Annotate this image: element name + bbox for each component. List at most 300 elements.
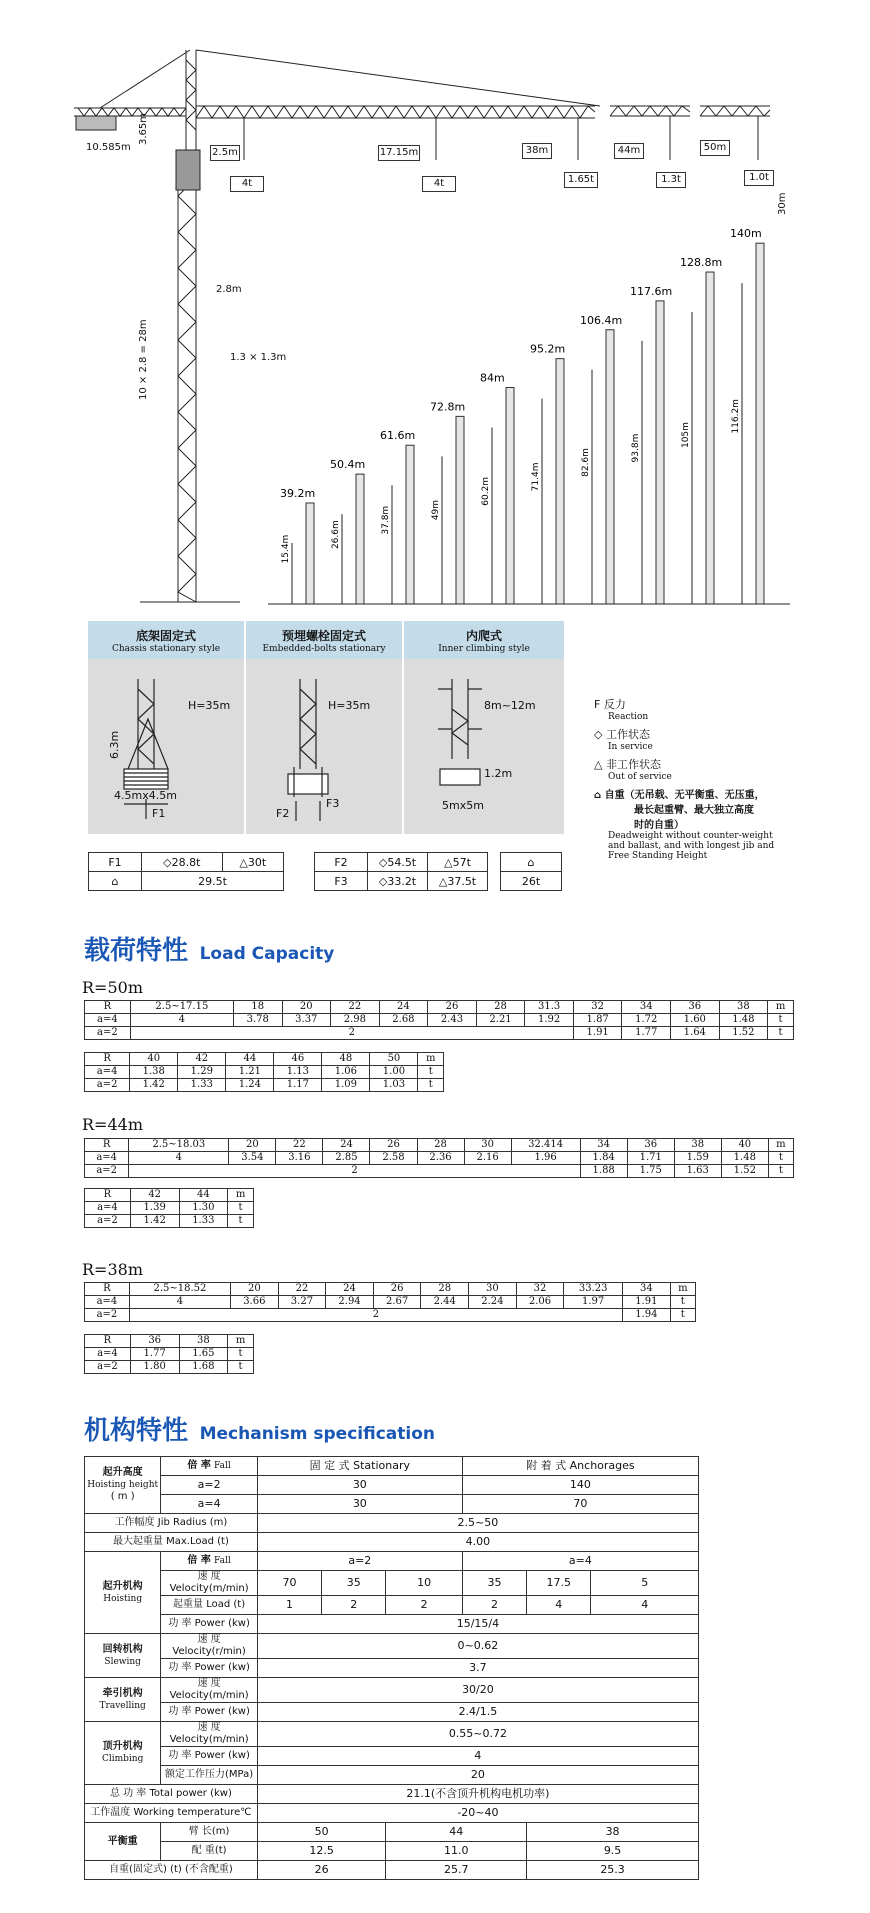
capacity-cell: 26 <box>373 1283 421 1296</box>
capacity-cell: t <box>228 1202 254 1215</box>
travel-zh: 牵引机构 <box>102 1687 143 1699</box>
height-top-label: 72.8m <box>430 400 466 414</box>
legend-dw-en2: and ballast, and with longest jib and <box>608 841 775 851</box>
capacity-cell: 1.77 <box>622 1027 671 1040</box>
capacity-cell: 2.58 <box>370 1152 417 1165</box>
climb-velocity-value: 0.55~0.72 <box>257 1722 698 1747</box>
capacity-cell: t <box>670 1309 695 1322</box>
r50-table-1 <box>84 1000 794 1040</box>
capacity-cell: 1.91 <box>573 1027 622 1040</box>
stationary-header: 固 定 式 Stationary <box>257 1457 462 1476</box>
chassis-h: H=35m <box>188 699 231 712</box>
hh-a2-st: 30 <box>257 1476 462 1495</box>
capacity-cell: 1.96 <box>511 1152 580 1165</box>
height-top-label: 39.2m <box>280 486 316 500</box>
height-side-label: 105m <box>681 422 691 449</box>
r44-table-1 <box>84 1138 794 1178</box>
bolts-f3: F3 <box>326 797 340 810</box>
climb-h2: 1.2m <box>484 767 513 780</box>
cw-1: 12.5 <box>257 1842 386 1861</box>
panel-climb-head <box>404 621 564 659</box>
cw-weight-label: 配 重(t) <box>161 1842 257 1861</box>
panel-climb-subtitle: Inner climbing style <box>438 644 530 654</box>
hoist-height-unit: ( m ) <box>110 1491 135 1502</box>
slew-velocity-label: 速 度 Velocity(r/min) <box>161 1634 257 1659</box>
height-column <box>456 416 464 604</box>
legend-in-en: In service <box>608 742 653 752</box>
max-load-value: 4.00 <box>257 1533 698 1552</box>
height-side-label: 60.2m <box>481 476 491 506</box>
load-capacity-title-zh: 载荷特性 <box>84 936 189 966</box>
slewing-zh: 回转机构 <box>102 1643 143 1655</box>
jib-radius-value: 2.5~50 <box>257 1514 698 1533</box>
self-weight-icon: ⌂ <box>501 853 562 872</box>
ft2-f2: F2 <box>315 853 368 872</box>
hook-load-3: 1.65t <box>564 172 598 188</box>
legend-deadweight <box>594 786 814 861</box>
capacity-cell: R <box>85 1001 131 1014</box>
tail-length: 10.585m <box>86 142 131 153</box>
hoisting-en: Hoisting <box>103 1593 143 1604</box>
legend-in-service <box>594 726 814 752</box>
hoist-load-5: 4 <box>527 1596 591 1615</box>
capacity-cell: t <box>418 1066 444 1079</box>
height-side-label: 93.8m <box>631 433 641 463</box>
capacity-cell: a=4 <box>85 1296 130 1309</box>
hoist-vel-4: 35 <box>462 1571 526 1596</box>
slewing-en: Slewing <box>104 1656 141 1667</box>
hoist-power-value: 15/15/4 <box>257 1615 698 1634</box>
climbing-zh: 顶升机构 <box>102 1741 143 1752</box>
hoist-vel-1: 70 <box>257 1571 321 1596</box>
capacity-cell: 3.16 <box>276 1152 323 1165</box>
capacity-cell: 2.06 <box>516 1296 564 1309</box>
hoist-velocity-label: 速 度 Velocity(m/min) <box>161 1571 257 1596</box>
capacity-cell: 1.92 <box>525 1014 574 1027</box>
capacity-cell: 2.68 <box>379 1014 428 1027</box>
capacity-cell: 2.36 <box>417 1152 464 1165</box>
height-side-label: 15.4m <box>281 534 291 564</box>
capacity-cell: 2.43 <box>428 1014 477 1027</box>
hook-load-2: 4t <box>422 176 456 192</box>
capacity-cell: 42 <box>178 1053 226 1066</box>
height-top-label: 117.6m <box>630 284 673 298</box>
capacity-cell: 1.87 <box>573 1014 622 1027</box>
capacity-cell: a=4 <box>85 1152 129 1165</box>
height-column <box>706 272 714 604</box>
total-power-label: 总 功 率 Total power (kw) <box>85 1785 258 1804</box>
capacity-cell: 40 <box>130 1053 178 1066</box>
hoist-load-2: 2 <box>322 1596 386 1615</box>
hoist-load-1: 1 <box>257 1596 321 1615</box>
ft2-f3: F3 <box>315 872 368 891</box>
r38-table-1 <box>84 1282 696 1322</box>
capacity-cell: 4 <box>130 1014 233 1027</box>
capacity-cell: 1.09 <box>322 1079 370 1092</box>
hook-radius-4: 44m <box>614 143 644 159</box>
panel-chassis-head <box>88 621 244 659</box>
legend-dw-en3: Free Standing Height <box>608 851 708 861</box>
capacity-cell: 1.21 <box>226 1066 274 1079</box>
capacity-cell: 1.17 <box>274 1079 322 1092</box>
capacity-row <box>85 1165 794 1178</box>
height-column <box>306 503 314 604</box>
capacity-cell: t <box>228 1361 254 1374</box>
capacity-cell: 42 <box>130 1189 179 1202</box>
self-weight-label: 自重(固定式) (t) (不含配重) <box>85 1861 258 1880</box>
capacity-cell: 1.63 <box>674 1165 721 1178</box>
max-load-label: 最大起重量 Max.Load (t) <box>85 1533 258 1552</box>
capacity-cell: 34 <box>622 1001 671 1014</box>
capacity-cell: m <box>228 1189 254 1202</box>
capacity-cell: 1.39 <box>130 1202 179 1215</box>
capacity-cell: 3.66 <box>231 1296 279 1309</box>
ft1-f1: F1 <box>89 853 142 872</box>
capacity-cell: 2.24 <box>469 1296 517 1309</box>
legend-dw-zh2: 最长起重臂、最大独立高度 <box>634 805 754 816</box>
capacity-cell: R <box>85 1335 131 1348</box>
capacity-cell: 2.16 <box>464 1152 511 1165</box>
bolts-f2: F2 <box>276 807 290 820</box>
capacity-cell: 48 <box>322 1053 370 1066</box>
capacity-row <box>85 1361 254 1374</box>
climb-power-value: 4 <box>257 1747 698 1766</box>
capacity-row <box>85 1283 696 1296</box>
arm-2: 44 <box>386 1823 527 1842</box>
hh-a4-label: a=4 <box>161 1495 257 1514</box>
mast-section: 1.3 × 1.3m <box>230 352 287 363</box>
capacity-cell: 2.85 <box>323 1152 370 1165</box>
height-column <box>506 387 514 604</box>
capacity-row <box>85 1189 254 1202</box>
capacity-cell: 3.78 <box>233 1014 282 1027</box>
jib-radius-label: 工作幅度 Jib Radius (m) <box>85 1514 258 1533</box>
capacity-cell: 44 <box>226 1053 274 1066</box>
capacity-cell: t <box>768 1027 794 1040</box>
capacity-cell: 1.75 <box>627 1165 674 1178</box>
height-top-label: 106.4m <box>580 313 623 327</box>
jib-height: 30m <box>777 192 788 215</box>
capacity-cell: 28 <box>421 1283 469 1296</box>
capacity-cell: a=4 <box>85 1066 130 1079</box>
capacity-cell: 2.5~17.15 <box>130 1001 233 1014</box>
ft2-f3-in: ◇33.2t <box>368 872 428 891</box>
capacity-cell: a=2 <box>85 1215 131 1228</box>
capacity-cell: 40 <box>721 1139 768 1152</box>
capacity-cell: 2 <box>130 1027 573 1040</box>
capacity-cell: m <box>768 1139 793 1152</box>
hook-radius-1: 2.5m <box>210 145 240 161</box>
capacity-cell: 22 <box>276 1139 323 1152</box>
hoist-fall-label <box>161 1552 257 1571</box>
foundation-drawings <box>88 659 564 834</box>
ft2-f3-out: △37.5t <box>428 872 488 891</box>
capacity-cell: 18 <box>233 1001 282 1014</box>
travel-power-label: 功 率 Power (kw) <box>161 1703 257 1722</box>
height-column <box>406 445 414 604</box>
capacity-cell: 33.23 <box>564 1283 623 1296</box>
capacity-cell: 1.68 <box>179 1361 228 1374</box>
r50-label: R=50m <box>82 978 143 997</box>
capacity-cell: t <box>768 1165 793 1178</box>
capacity-cell: 28 <box>476 1001 525 1014</box>
capacity-cell: 3.37 <box>282 1014 331 1027</box>
hoist-vel-3: 10 <box>386 1571 462 1596</box>
capacity-cell: 1.91 <box>623 1296 671 1309</box>
chassis-w: 6.3m <box>108 730 121 759</box>
height-top-label: 140m <box>730 227 762 241</box>
hoist-load-6: 4 <box>591 1596 699 1615</box>
capacity-cell: m <box>670 1283 695 1296</box>
travel-en: Travelling <box>99 1700 146 1711</box>
load-capacity-title-en: Load Capacity <box>199 944 335 964</box>
capacity-cell: 1.94 <box>623 1309 671 1322</box>
legend-reaction-zh: F 反力 <box>594 698 626 711</box>
height-top-label: 95.2m <box>530 342 566 356</box>
force-table-1 <box>88 852 284 891</box>
capacity-cell: 36 <box>627 1139 674 1152</box>
climb-velocity-label: 速 度 Velocity(m/min) <box>161 1722 257 1747</box>
slew-power-value: 3.7 <box>257 1659 698 1678</box>
travel-velocity-value: 30/20 <box>257 1678 698 1703</box>
capacity-cell: a=2 <box>85 1309 130 1322</box>
capacity-cell: 26 <box>370 1139 417 1152</box>
capacity-cell: 1.84 <box>580 1152 627 1165</box>
mechanism-table <box>84 1456 699 1880</box>
sw-2: 25.7 <box>386 1861 527 1880</box>
legend-dw-zh1: 自重（无吊载、无平衡重、无压重， <box>604 790 765 801</box>
capacity-cell: 1.38 <box>130 1066 178 1079</box>
capacity-cell: R <box>85 1189 131 1202</box>
r38-label: R=38m <box>82 1260 143 1279</box>
height-top-label: 61.6m <box>380 429 416 443</box>
slewing-label <box>85 1634 161 1678</box>
climbing-label <box>85 1722 161 1785</box>
capacity-cell: t <box>418 1079 444 1092</box>
cw-3: 9.5 <box>527 1842 699 1861</box>
hoist-height-en: Hoisting height <box>87 1480 159 1490</box>
height-side-label: 49m <box>431 499 441 521</box>
bolts-h: H=35m <box>328 699 371 712</box>
capacity-cell: 32 <box>573 1001 622 1014</box>
legend-in-zh: ◇ 工作状态 <box>594 728 650 741</box>
height-column <box>356 474 364 604</box>
load-capacity-title <box>84 930 334 967</box>
anchorages-header: 附 着 式 Anchorages <box>462 1457 698 1476</box>
hoisting-zh: 起升机构 <box>102 1580 143 1592</box>
hook-load-4: 1.3t <box>656 172 686 188</box>
pressure-label: 额定工作压力(MPa) <box>161 1766 257 1785</box>
capacity-cell: 1.97 <box>564 1296 623 1309</box>
legend-dw-icon: ⌂ <box>594 790 602 801</box>
capacity-cell: 1.60 <box>671 1014 720 1027</box>
capacity-cell: 2.5~18.03 <box>129 1139 229 1152</box>
capacity-cell: 46 <box>274 1053 322 1066</box>
capacity-cell: a=4 <box>85 1202 131 1215</box>
legend-dw-en1: Deadweight without counter-weight <box>608 831 773 841</box>
capacity-cell: 32 <box>516 1283 564 1296</box>
capacity-cell: 28 <box>417 1139 464 1152</box>
capacity-cell: 31.3 <box>525 1001 574 1014</box>
capacity-cell: 1.00 <box>370 1066 418 1079</box>
slew-power-label: 功 率 Power (kw) <box>161 1659 257 1678</box>
capacity-cell: 38 <box>719 1001 768 1014</box>
capacity-cell: 20 <box>229 1139 276 1152</box>
cw-2: 11.0 <box>386 1842 527 1861</box>
capacity-cell: 1.64 <box>671 1027 720 1040</box>
capacity-cell: t <box>768 1152 793 1165</box>
capacity-cell: a=2 <box>85 1361 131 1374</box>
crane-diagram <box>0 0 870 620</box>
panel-bolts-title: 预埋螺栓固定式 <box>281 629 366 643</box>
hook-radius-3: 38m <box>522 143 552 159</box>
r38-table-2 <box>84 1334 254 1374</box>
capacity-cell: R <box>85 1139 129 1152</box>
capacity-cell: 1.80 <box>130 1361 179 1374</box>
capacity-cell: 1.33 <box>179 1215 228 1228</box>
capacity-cell: 30 <box>469 1283 517 1296</box>
hook-load-5: 1.0t <box>744 170 774 186</box>
legend-out-en: Out of service <box>608 772 672 782</box>
travel-power-value: 2.4/1.5 <box>257 1703 698 1722</box>
hook-radius-2: 17.15m <box>378 145 420 161</box>
ft2-f2-out: △57t <box>428 853 488 872</box>
r50-table-2 <box>84 1052 444 1092</box>
capacity-row <box>85 1152 794 1165</box>
force-table-2 <box>314 852 488 891</box>
legend-reaction <box>594 696 814 722</box>
capacity-cell: 24 <box>379 1001 428 1014</box>
capacity-cell: 1.52 <box>721 1165 768 1178</box>
legend-reaction-en: Reaction <box>608 712 649 722</box>
hoist-vel-5: 17.5 <box>527 1571 591 1596</box>
total-power-value: 21.1(不含顶升机构电机功率) <box>257 1785 698 1804</box>
fall-header <box>161 1457 257 1476</box>
legend <box>594 696 814 861</box>
panel-bolts-head <box>246 621 402 659</box>
hoist-load-label: 起重量 Load (t) <box>161 1596 257 1615</box>
capacity-cell: 1.88 <box>580 1165 627 1178</box>
ft1-weight: 29.5t <box>142 872 284 891</box>
capacity-cell: 1.13 <box>274 1066 322 1079</box>
capacity-cell: 50 <box>370 1053 418 1066</box>
arm-length-label: 臂 长(m) <box>161 1823 257 1842</box>
climbing-en: Climbing <box>101 1754 144 1764</box>
capacity-cell: 1.72 <box>622 1014 671 1027</box>
height-top-label: 128.8m <box>680 256 723 270</box>
hoist-a2: a=2 <box>257 1552 462 1571</box>
temperature-label: 工作温度 Working temperature℃ <box>85 1804 258 1823</box>
capacity-cell: 20 <box>231 1283 279 1296</box>
capacity-cell: 1.29 <box>178 1066 226 1079</box>
chassis-force: F1 <box>152 807 166 820</box>
hoist-a4: a=4 <box>462 1552 698 1571</box>
chassis-base: 4.5mx4.5m <box>114 789 177 802</box>
hoist-height-label <box>85 1457 161 1514</box>
capacity-cell: 1.59 <box>674 1152 721 1165</box>
capacity-row <box>85 1296 696 1309</box>
capacity-cell: a=4 <box>85 1014 131 1027</box>
sw-1: 26 <box>257 1861 386 1880</box>
capacity-cell: 1.42 <box>130 1215 179 1228</box>
capacity-cell: 1.33 <box>178 1079 226 1092</box>
height-column <box>606 330 614 604</box>
hook-load-1: 4t <box>230 176 264 192</box>
capacity-cell: 2 <box>129 1309 622 1322</box>
capacity-cell: t <box>228 1215 254 1228</box>
sw-3: 25.3 <box>527 1861 699 1880</box>
capacity-cell: 3.54 <box>229 1152 276 1165</box>
capacity-cell: 30 <box>464 1139 511 1152</box>
legend-out-zh: △ 非工作状态 <box>594 758 661 771</box>
capacity-cell: 36 <box>130 1335 179 1348</box>
capacity-cell: m <box>228 1335 254 1348</box>
capacity-cell: 4 <box>129 1152 229 1165</box>
hh-a4-st: 30 <box>257 1495 462 1514</box>
capacity-cell: 1.42 <box>130 1079 178 1092</box>
capacity-cell: t <box>670 1296 695 1309</box>
capacity-cell: a=2 <box>85 1079 130 1092</box>
travel-label <box>85 1678 161 1722</box>
temperature-value: -20~40 <box>257 1804 698 1823</box>
capacity-row <box>85 1309 696 1322</box>
capacity-row <box>85 1202 254 1215</box>
capacity-cell: 1.71 <box>627 1152 674 1165</box>
panel-chassis-title: 底架固定式 <box>135 629 196 643</box>
capacity-cell: a=4 <box>85 1348 131 1361</box>
capacity-cell: 38 <box>674 1139 721 1152</box>
capacity-cell: 38 <box>179 1335 228 1348</box>
capacity-cell: m <box>418 1053 444 1066</box>
capacity-cell: 1.06 <box>322 1066 370 1079</box>
capacity-cell: R <box>85 1283 130 1296</box>
capacity-cell: 2.5~18.52 <box>129 1283 230 1296</box>
hh-a2-label: a=2 <box>161 1476 257 1495</box>
capacity-cell: 2.21 <box>476 1014 525 1027</box>
hoist-vel-2: 35 <box>322 1571 386 1596</box>
climb-base: 5mx5m <box>442 799 484 812</box>
capacity-cell: 1.48 <box>719 1014 768 1027</box>
climb-h1: 8m~12m <box>484 699 536 712</box>
hoist-load-3: 2 <box>386 1596 462 1615</box>
height-column <box>756 243 764 604</box>
hoist-height-zh: 起升高度 <box>102 1467 143 1478</box>
capacity-cell: 1.30 <box>179 1202 228 1215</box>
capacity-cell: 2.67 <box>373 1296 421 1309</box>
height-top-label: 84m <box>480 371 505 385</box>
slew-velocity-value: 0~0.62 <box>257 1634 698 1659</box>
height-side-label: 26.6m <box>331 520 341 550</box>
hh-a4-an: 70 <box>462 1495 698 1514</box>
capacity-cell: 20 <box>282 1001 331 1014</box>
panel-chassis-subtitle: Chassis stationary style <box>111 644 221 654</box>
capacity-cell: 1.24 <box>226 1079 274 1092</box>
mast-height: 10 × 2.8 = 28m <box>138 319 149 400</box>
hoist-fall-zh: 倍 率 <box>187 1555 211 1566</box>
self-weight-table <box>500 852 562 891</box>
capacity-row <box>85 1066 444 1079</box>
self-weight-value: 26t <box>501 872 562 891</box>
capacity-row <box>85 1335 254 1348</box>
ft2-f2-in: ◇54.5t <box>368 853 428 872</box>
hoist-vel-6: 5 <box>591 1571 699 1596</box>
height-side-label: 71.4m <box>531 462 541 492</box>
capacity-cell: 1.65 <box>179 1348 228 1361</box>
fall-en: Fall <box>214 1461 231 1471</box>
capacity-row <box>85 1139 794 1152</box>
capacity-row <box>85 1215 254 1228</box>
capacity-cell: 22 <box>278 1283 326 1296</box>
